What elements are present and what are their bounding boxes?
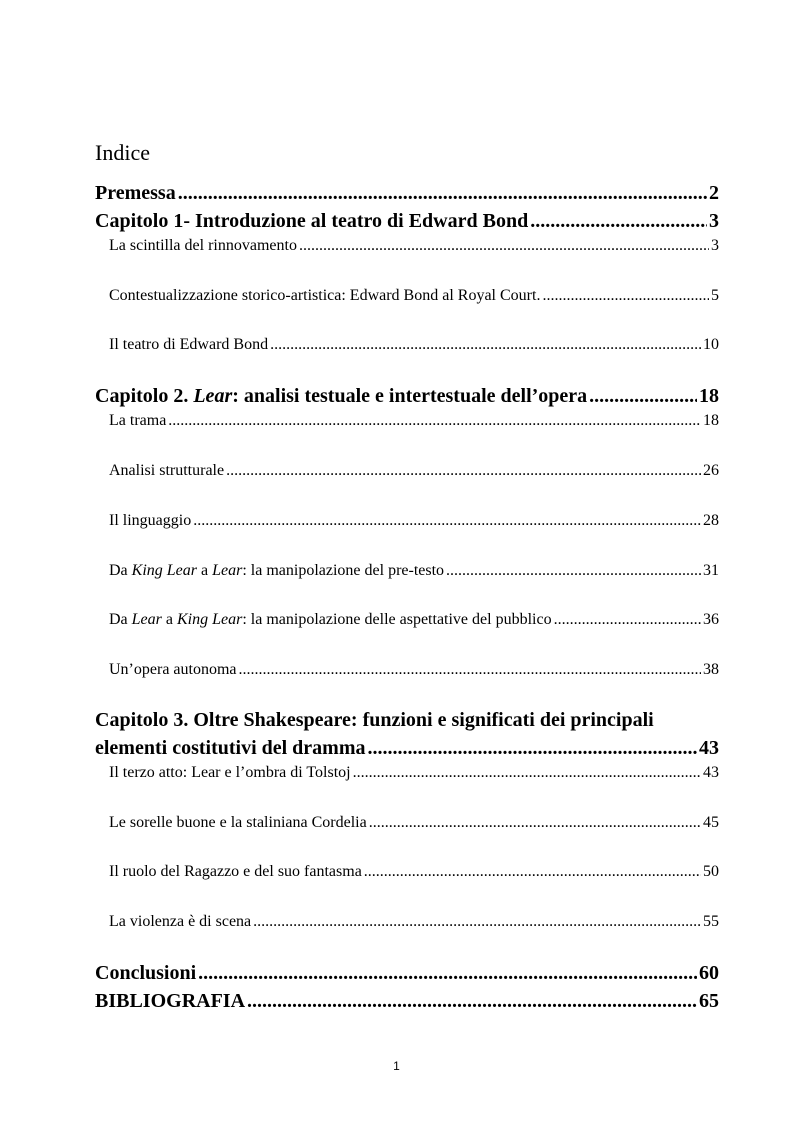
- toc-label-part: Da: [109, 611, 132, 628]
- toc-label-part: a: [161, 611, 177, 628]
- toc-leader: [369, 813, 701, 833]
- toc-page: 45: [703, 814, 719, 831]
- page-number: 1: [393, 1059, 400, 1073]
- toc-entry-teatro-bond[interactable]: [109, 335, 719, 355]
- toc-entry-premessa[interactable]: [95, 181, 719, 205]
- toc-label-italic: Lear: [193, 385, 233, 407]
- toc-leader: [198, 961, 697, 985]
- toc-entry-scintilla[interactable]: [109, 236, 719, 256]
- toc-label: Il teatro di Edward Bond: [109, 336, 269, 353]
- toc-label-italic: Lear: [131, 611, 162, 628]
- toc-leader: [168, 411, 701, 431]
- toc-entry-linguaggio[interactable]: [109, 511, 719, 531]
- toc-label: [109, 610, 552, 630]
- toc-page: 31: [703, 562, 719, 579]
- toc-label-italic: King Lear: [131, 562, 197, 579]
- toc-page: 2: [709, 182, 719, 204]
- page-title: Indice: [95, 140, 150, 165]
- toc-leader: [589, 384, 697, 408]
- toc-leader: [226, 461, 701, 481]
- toc-page: 60: [699, 962, 719, 984]
- toc-label: La violenza è di scena: [109, 913, 252, 930]
- toc-label: Premessa: [95, 182, 176, 204]
- toc-label: Il ruolo del Ragazzo e del suo fantasma: [109, 863, 362, 880]
- toc-label-part: : la manipolazione delle aspettative del pubblico: [242, 611, 552, 628]
- toc-entry-analisi-strutturale[interactable]: [109, 461, 719, 481]
- toc-leader: [446, 561, 701, 581]
- toc-label: Conclusioni: [95, 962, 197, 984]
- toc-leader: [247, 989, 697, 1013]
- toc-label-italic: King Lear: [177, 611, 243, 628]
- toc-label: elementi costitutivi del dramma: [95, 737, 366, 759]
- toc-label: La scintilla del rinnovamento: [109, 237, 297, 254]
- toc-entry-aspettative[interactable]: [109, 610, 719, 630]
- toc-page: 5: [711, 287, 719, 304]
- toc-leader: [178, 181, 707, 205]
- toc-label-italic: Lear: [212, 562, 243, 579]
- toc-entry-violenza[interactable]: [109, 912, 719, 932]
- toc-leader: [368, 736, 698, 760]
- toc-label-part: a: [197, 562, 213, 579]
- toc-page: 36: [703, 611, 719, 628]
- toc-entry-sorelle-buone[interactable]: [109, 813, 719, 833]
- toc-page: 3: [709, 210, 719, 232]
- toc-label: BIBLIOGRAFIA: [95, 990, 246, 1012]
- toc-page: 18: [703, 412, 719, 429]
- toc-entry-conclusioni[interactable]: [95, 961, 719, 985]
- toc-page: 18: [699, 385, 719, 407]
- toc-leader: [353, 763, 701, 783]
- toc-page: 26: [703, 462, 719, 479]
- toc-page: 3: [711, 237, 719, 254]
- toc-leader: [364, 862, 701, 882]
- toc-label: Il linguaggio: [109, 512, 192, 529]
- toc-entry-ruolo-ragazzo[interactable]: [109, 862, 719, 882]
- toc-leader: [530, 209, 707, 233]
- toc-entry-pre-testo[interactable]: [109, 561, 719, 581]
- toc-leader: [253, 912, 701, 932]
- toc-leader: [554, 610, 701, 630]
- toc-page: 28: [703, 512, 719, 529]
- toc-label-prefix: Capitolo 2.: [95, 385, 194, 407]
- toc-entry-trama[interactable]: [109, 411, 719, 431]
- toc-label: Analisi strutturale: [109, 462, 225, 479]
- toc-label: Capitolo 1- Introduzione al teatro di Edward Bond: [95, 210, 529, 232]
- toc-leader: [542, 286, 709, 306]
- toc-leader: [270, 335, 701, 355]
- toc-entry-capitolo-1[interactable]: [95, 209, 719, 233]
- toc-leader: [239, 660, 701, 680]
- toc-entry-bibliografia[interactable]: [95, 989, 719, 1013]
- toc-page: 43: [703, 764, 719, 781]
- toc-entry-terzo-atto[interactable]: [109, 763, 719, 783]
- toc-leader: [193, 511, 701, 531]
- toc-page: 65: [699, 990, 719, 1012]
- toc-page: 50: [703, 863, 719, 880]
- toc-page: 38: [703, 661, 719, 678]
- toc-label-suffix: : analisi testuale e intertestuale dell’opera: [232, 385, 588, 407]
- toc-entry-capitolo-2[interactable]: [95, 384, 719, 408]
- toc-page: 10: [703, 336, 719, 353]
- toc-label: [95, 384, 587, 408]
- toc-label: Il terzo atto: Lear e l’ombra di Tolstoj: [109, 764, 351, 781]
- toc-entry-capitolo-3-line1[interactable]: Capitolo 3. Oltre Shakespeare: funzioni e significati dei principali: [95, 709, 654, 731]
- toc-leader: [299, 236, 709, 256]
- toc-label: La trama: [109, 412, 167, 429]
- toc-label-part: : la manipolazione del pre-testo: [242, 562, 445, 579]
- toc-page: 55: [703, 913, 719, 930]
- toc-entry-contestualizzazione[interactable]: [109, 286, 719, 306]
- toc-entry-opera-autonoma[interactable]: [109, 660, 719, 680]
- toc-page: 43: [699, 737, 719, 759]
- toc-label-part: Da: [109, 562, 132, 579]
- toc-label: Contestualizzazione storico-artistica: Edward Bond al Royal Court.: [109, 287, 541, 304]
- toc-label: Le sorelle buone e la staliniana Cordelia: [109, 814, 367, 831]
- toc-label: [109, 561, 444, 581]
- toc-entry-capitolo-3[interactable]: [95, 736, 719, 760]
- toc-label: Un’opera autonoma: [109, 661, 237, 678]
